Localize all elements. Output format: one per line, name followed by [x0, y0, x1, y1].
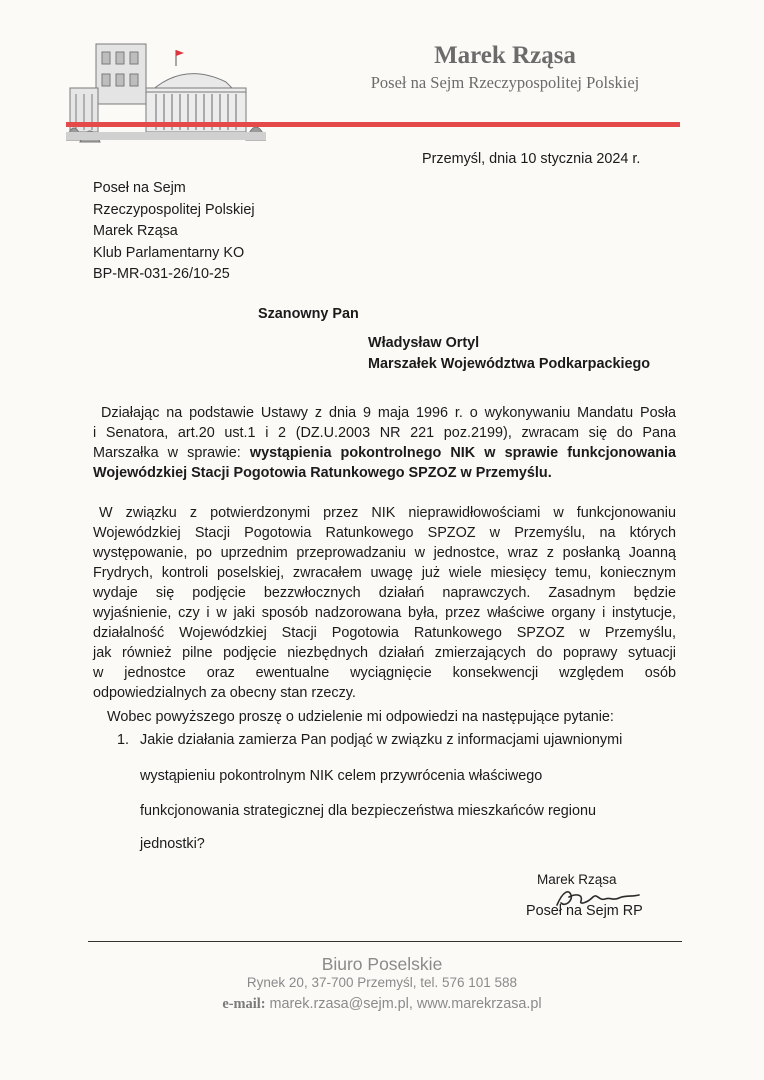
date-line: Przemyśl, dnia 10 stycznia 2024 r. [422, 151, 641, 167]
footer-divider [88, 941, 682, 942]
paragraph-line: występowanie, po uprzednim przeprowadzaniu w jednostce, wraz z posłanką Joanną [93, 545, 676, 561]
paragraph-line: wydaje się podjęcie bezzwłocznych działań naprawczych. Zasadnym będzie [93, 585, 676, 601]
letterhead-divider [66, 122, 680, 127]
email-label: e-mail: [222, 996, 266, 1012]
sender-block [93, 178, 255, 286]
paragraph-line: odpowiedzialnych za obecny stan rzeczy. [93, 685, 356, 701]
paragraph-line: i Senatora, art.20 ust.1 i 2 (DZ.U.2003 NR 221 poz.2199), zwracam się do Pana [93, 425, 676, 441]
email-and-website: marek.rzasa@sejm.pl, www.marekrzasa.pl [269, 996, 542, 1012]
paragraph-line [93, 443, 676, 463]
footer-contact [0, 996, 764, 1013]
subject-bold: Wojewódzkiej Stacji Pogotowia Ratunkowego SPZOZ w Przemyślu. [93, 465, 552, 481]
footer-address: Rynek 20, 37-700 Przemyśl, tel. 576 101 588 [246, 975, 518, 990]
letterhead-name: Marek Rząsa [434, 42, 576, 69]
question-number: 1. [117, 732, 130, 748]
addressee-name: Władysław Ortyl [368, 335, 480, 351]
paragraph-line: W związku z potwierdzonymi przez NIK nieprawidłowościami w funkcjonowaniu [99, 505, 676, 521]
paragraph-main [93, 503, 676, 703]
addressee-role: Marszałek Województwa Podkarpackiego [368, 355, 651, 372]
paragraph-line: jak również pilne podjęcie niezbędnych działań zmierzających do poprawy sytuacji [93, 645, 676, 661]
signature-name: Marek Rząsa [537, 872, 617, 887]
question-line: funkcjonowania strategicznej dla bezpieczeństwa mieszkańców regionu [140, 803, 596, 819]
letterhead-title: Poseł na Sejm Rzeczypospolitej Polskiej [370, 73, 640, 92]
sender-line: Poseł na Sejm [93, 180, 186, 196]
paragraph-line: Wojewódzkiej Stacji Pogotowia Ratunkowego SPZOZ w Przemyślu, na których [93, 525, 676, 541]
sejm-building-icon [66, 30, 266, 152]
addressee-block [368, 333, 650, 374]
paragraph-legal-basis [93, 403, 676, 483]
paragraph-line: Działając na podstawie Ustawy z dnia 9 maja 1996 r. o wykonywaniu Mandatu Posła [101, 405, 676, 421]
paragraph-line: w jednostce oraz ewentualne wyciągnięcie konsekwencji względem osób [93, 665, 676, 681]
sender-line: Rzeczypospolitej Polskiej [93, 201, 255, 218]
subject-bold: wystąpienia pokontrolnego NIK w sprawie funkcjonowania [249, 445, 677, 461]
sender-line: Klub Parlamentarny KO [93, 244, 245, 261]
signature-role: Poseł na Sejm RP [526, 903, 643, 919]
paragraph-line: działalność Wojewódzkiej Stacji Pogotowia Ratunkowego SPZOZ w Przemyślu, [93, 625, 676, 641]
footer-title: Biuro Poselskie [321, 954, 443, 974]
question-line: wystąpieniu pokontrolnym NIK celem przywrócenia właściwego [140, 768, 543, 784]
sender-line: Marek Rząsa [93, 223, 178, 239]
question-line: Jakie działania zamierza Pan podjąć w związku z informacjami ujawnionymi [140, 732, 623, 748]
paragraph-line: wyjaśnienie, czy i w jaki sposób nadzorowana była, przez właściwe organy i instytucje, [93, 605, 676, 621]
reference-number: BP-MR-031-26/10-25 [93, 266, 230, 282]
question-line: jednostki? [140, 836, 205, 852]
paragraph-text: Marszałka w sprawie: [93, 445, 250, 461]
greeting: Szanowny Pan [258, 306, 359, 322]
paragraph-line: Frydrych, kontroli poselskiej, zwracałem uwagę już wiele miesięcy temu, koniecznym [93, 565, 676, 581]
question-intro: Wobec powyższego proszę o udzielenie mi odpowiedzi na następujące pytanie: [107, 709, 614, 725]
